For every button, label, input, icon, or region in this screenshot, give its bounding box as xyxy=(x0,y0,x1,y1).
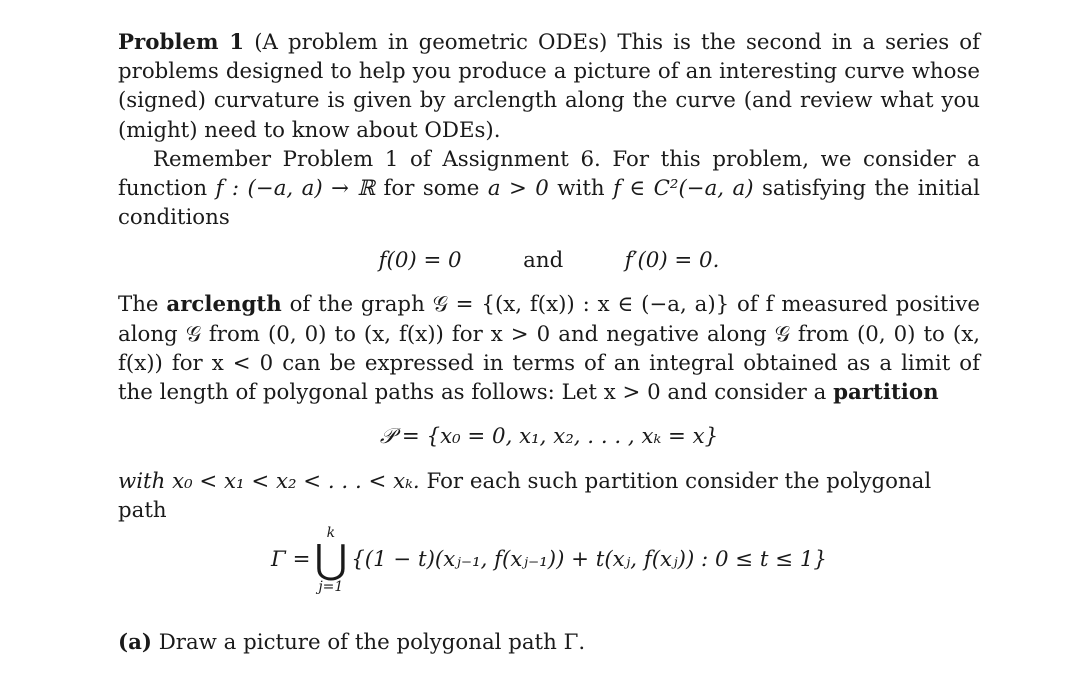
setup-text-d: satisfying the initial conditions xyxy=(118,176,980,231)
c2-class-math: f ∈ C²(−a, a) xyxy=(613,176,754,202)
initial-condition-fprime: f′(0) = 0. xyxy=(624,248,720,274)
problem-intro-text: (A problem in geometric ODEs) This is the second in a series of problems designed to help you produce a picture of an interesting curve whose (signed) curvature is given by arclength along the curve (and review what you (might) need to know about ODEs). xyxy=(118,30,980,143)
partition-equation xyxy=(118,407,980,467)
problem-document xyxy=(118,28,980,657)
polygonal-path-equation xyxy=(118,526,980,628)
gamma-lhs: Γ = xyxy=(271,547,311,573)
union-operator xyxy=(314,526,347,594)
segment-set: {(1 − t)(xⱼ₋₁, f(xⱼ₋₁)) + t(xⱼ, f(xⱼ)) : 0 ≤ t ≤ 1} xyxy=(351,547,827,573)
setup-text-b: for some xyxy=(383,176,480,202)
ordering-text: For each such partition consider the polygonal path xyxy=(118,469,932,524)
arclength-paragraph xyxy=(118,290,980,407)
partition-set: 𝒫 = {x₀ = 0, x₁, x₂, . . . , xₖ = x} xyxy=(379,424,719,450)
and-word: and xyxy=(523,248,564,274)
union-lower-limit: j=1 xyxy=(318,578,344,595)
setup-text-a: Remember Problem 1 of Assignment 6. For this problem, we consider a function xyxy=(118,146,980,202)
problem-heading: Problem 1 xyxy=(118,30,245,55)
part-a-label: (a) xyxy=(118,629,152,655)
problem-intro-paragraph xyxy=(118,28,980,145)
part-a-text: Draw a picture of the polygonal path Γ. xyxy=(158,629,586,655)
partition-term: partition xyxy=(833,380,939,406)
ordering-paragraph xyxy=(118,467,980,525)
function-domain-math: f : (−a, a) → ℝ xyxy=(215,176,376,202)
union-upper-limit: k xyxy=(326,524,336,541)
function-setup-paragraph xyxy=(118,145,980,233)
union-symbol: ⋃ xyxy=(314,536,348,583)
arclength-text: of the graph 𝒢 = {(x, f(x)) : x ∈ (−a, a)} of f measured positive along 𝒢 from (0, 0) to (x, f(x)) for x > 0 and negative along 𝒢 from (0, 0) to (x, f(x)) for x < 0 can be expressed in terms of an integral obtained as a limit of the length of polygonal paths as follows: Let x > 0 and consider a xyxy=(118,292,980,406)
a-positive-math: a > 0 xyxy=(487,176,549,202)
ordering-math: with x₀ < x₁ < x₂ < . . . < xₖ. xyxy=(118,469,420,495)
initial-condition-f: f(0) = 0 xyxy=(378,248,462,274)
initial-conditions-equation xyxy=(118,232,980,290)
arclength-term: arclength xyxy=(166,292,282,318)
setup-text-c: with xyxy=(557,176,605,202)
arclength-the: The xyxy=(118,292,159,318)
part-a xyxy=(118,628,980,657)
